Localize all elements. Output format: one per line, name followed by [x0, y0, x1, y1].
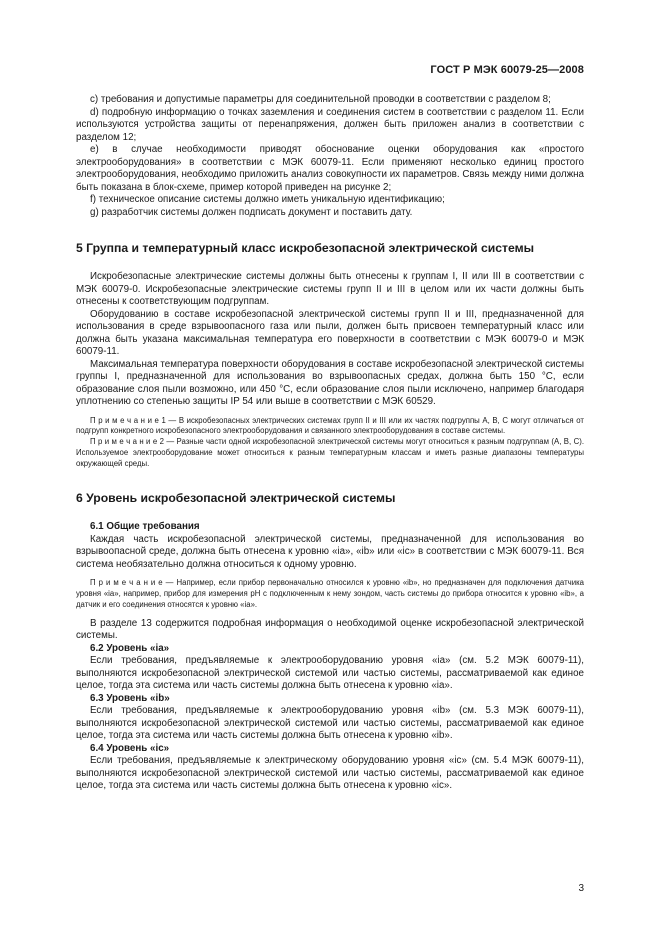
section-5-heading: 5 Группа и температурный класс искробезопасной электрической системы [76, 241, 535, 255]
section-6-note [76, 578, 584, 610]
section-5-paragraph: Максимальная температура поверхности оборудования в составе искробезопасной электрической системы группы I, предназначенной для использования во взрывоопасных средах, должна быть 150 °C, если образование слоя пыли возможно, или 450 °C, если образование слоя пыли исключено, например благодаря уплотнению со степенью защиты IP 54 или выше в соответствии с МЭК 60529. [76, 358, 584, 407]
subsection-6-2-text: Если требования, предъявляемые к электрооборудованию уровня «ia» (см. 5.2 МЭК 60079-11), выполняются искробезопасной электрической системой или частью системы, рассматриваемой как единое целое, тогда эта система или часть системы должна быть отнесена к уровню «ia». [76, 655, 584, 692]
page-content [76, 94, 584, 793]
subsection-6-4-text: Если требования, предъявляемые к электрическому оборудованию уровня «ic» (см. 5.4 МЭК 60079-11), выполняются искробезопасной электрической системой или частью системы, рассматриваемой как единое целое, тогда эта система или часть системы должна быть отнесена к уровню «ic». [76, 755, 584, 792]
list-item-f: f) техническое описание системы должно иметь уникальную идентификацию; [90, 194, 445, 205]
note-text: — Например, если прибор первоначально относился к уровню «ib», но предназначен для подключения датчика уровня «ia», например, прибор для измерения pH с подключенным к нему зондом, часть системы до прибора относится к уровню «ib», а датчик и его соединения относятся к уровню «ia». [76, 578, 584, 610]
note-1-label: П р и м е ч а н и е 1 [90, 415, 166, 425]
subsection-6-2-heading: 6.2 Уровень «ia» [90, 642, 170, 654]
note-2 [76, 437, 584, 469]
standard-header: ГОСТ Р МЭК 60079-25—2008 [430, 64, 584, 76]
subsection-6-3-text: Если требования, предъявляемые к электрооборудованию уровня «ib» (см. 5.3 МЭК 60079-11), выполняются искробезопасной электрической системой или частью системы, рассматриваемой как единое целое, тогда эта система или часть системы должна быть отнесена к уровню «ib». [76, 705, 584, 742]
list-item-g: g) разработчик системы должен подписать документ и поставить дату. [90, 206, 413, 218]
page-number: 3 [578, 883, 584, 894]
subsection-6-1-text: Каждая часть искробезопасной электрической системы, предназначенной для использования во взрывоопасной среде, должна быть отнесена к уровню «ia», «ib» или «ic» в соответствии с МЭК 60079-11. Вся система необязательно должна относиться к одному уровню. [76, 533, 584, 570]
list-item-c: c) требования и допустимые параметры для соединительной проводки в соответствии с разделом 8; [90, 94, 551, 105]
list-item-e: e) в случае необходимости приводят обоснование оценки оборудования как «простого электрооборудования» в соответствии с МЭК 60079-11. Если применяют несколько единиц простого электрооборудования, необходимо приложить анализ совокупности их параметров. Связь между ними должна быть показана в блок-схеме, пример которой приведен на рисунке 2; [76, 144, 584, 193]
section-5-paragraph: Искробезопасные электрические системы должны быть отнесены к группам I, II или III в соответствии с МЭК 60079-0. Искробезопасные электрические системы групп II и III в целом или их части должны быть отнесены к соответствующим подгруппам. [76, 271, 584, 307]
note-1-text: — В искробезопасных электрических системах групп II и III или их частях подгруппы A, B, C могут отличаться от подгрупп конкретного искробезопасного электрооборудования и связанного электрооборудования в составе системы. [76, 415, 584, 436]
list-item-d: d) подробную информацию о точках заземления и соединения систем в соответствии с разделом 11. Если используются устройства защиты от перенапряжения, должен быть приложен анализ в соответствии с разделом 12; [76, 106, 584, 143]
note-label: П р и м е ч а н и е [90, 578, 163, 588]
subsection-6-4-heading: 6.4 Уровень «ic» [90, 742, 170, 754]
subsection-6-3-heading: 6.3 Уровень «ib» [90, 692, 170, 704]
subsection-6-1-heading: 6.1 Общие требования [90, 521, 200, 533]
requirements-list [76, 94, 584, 219]
note-1 [76, 416, 584, 438]
section-13-reference: В разделе 13 содержится подробная информация о необходимой оценке искробезопасной электрической системы. [76, 617, 584, 642]
section-6 [76, 491, 584, 792]
section-5 [76, 241, 584, 469]
section-5-paragraph: Оборудованию в составе искробезопасной электрической системы групп II и III, предназначенной для использования в среде взрывоопасного газа или пыли, должен быть присвоен температурный класс или должна быть указана максимальная температура его поверхности в соответствии с МЭК 60079-0 и МЭК 60079-11. [76, 308, 584, 357]
section-6-heading: 6 Уровень искробезопасной электрической системы [76, 491, 396, 506]
note-2-label: П р и м е ч а н и е 2 [90, 437, 164, 447]
note-2-text: — Разные части одной искробезопасной электрической системы могут относиться к разным подгруппам (A, B, C). Используемое электрооборудование может относиться к разным температурным классам и иметь разные диапазоны температуры окружающей среды. [76, 437, 584, 468]
